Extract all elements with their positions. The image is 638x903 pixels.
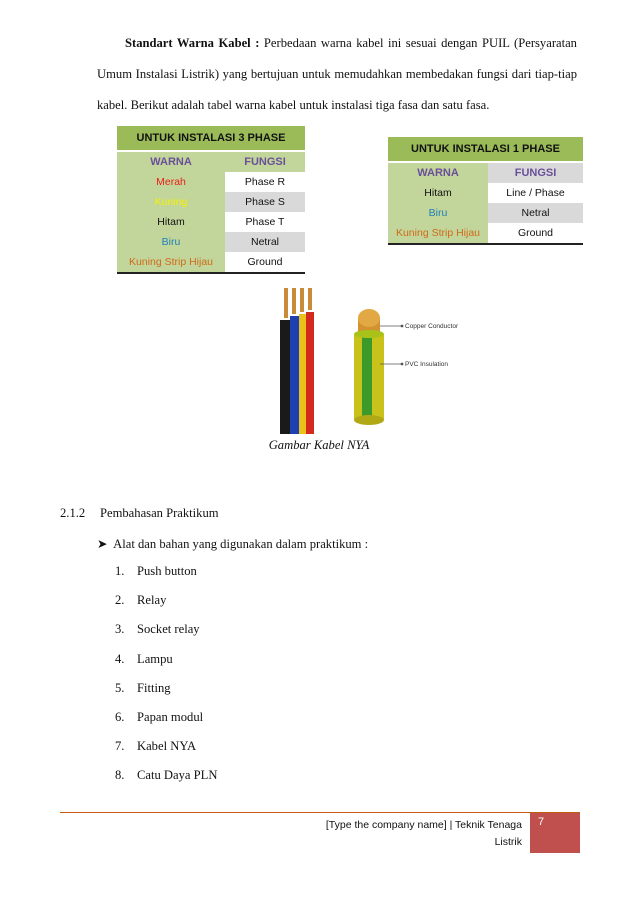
- table-1-cell-warna: Biru: [388, 203, 488, 223]
- table-3-cell-warna: Merah: [117, 172, 225, 192]
- list-item: [115, 621, 217, 650]
- table-3-cell-fungsi: Netral: [225, 232, 305, 252]
- table-1-cell-fungsi: Ground: [488, 223, 583, 244]
- list-item-text: Fitting: [137, 680, 171, 695]
- table-1-title: UNTUK INSTALASI 1 PHASE: [388, 137, 583, 162]
- table-3-cell-fungsi: Ground: [225, 252, 305, 273]
- list-item: [115, 651, 217, 680]
- intro-bold-label: Standart Warna Kabel :: [125, 36, 260, 50]
- list-item-number: 2.: [115, 593, 125, 608]
- table-3-cell-warna: Kuning: [117, 192, 225, 212]
- table-3-cell-fungsi: Phase T: [225, 212, 305, 232]
- list-item: [115, 563, 217, 592]
- table-1-col-warna: WARNA: [388, 162, 488, 183]
- table-3-col-warna: WARNA: [117, 151, 225, 172]
- table-1-phase: [388, 137, 583, 245]
- list-item-number: 4.: [115, 651, 125, 666]
- footer-line-2: Listrik: [494, 836, 522, 848]
- table-3-title: UNTUK INSTALASI 3 PHASE: [117, 126, 305, 151]
- list-item-text: Kabel NYA: [137, 739, 197, 754]
- materials-list: [115, 563, 217, 797]
- intro-paragraph: [97, 28, 577, 121]
- list-item: [115, 738, 217, 767]
- table-3-cell-warna: Hitam: [117, 212, 225, 232]
- section-title: Pembahasan Praktikum: [100, 506, 219, 520]
- list-item-number: 5.: [115, 680, 125, 695]
- list-item: [115, 767, 217, 796]
- list-item-text: Lampu: [137, 651, 173, 666]
- list-item-text: Catu Daya PLN: [137, 768, 218, 783]
- figure-caption: Gambar Kabel NYA: [268, 438, 370, 452]
- table-3-cell-warna: Kuning Strip Hijau: [117, 252, 225, 273]
- page-footer: [300, 817, 522, 851]
- list-item-text: Relay: [137, 593, 167, 608]
- list-item-number: 1.: [115, 564, 125, 578]
- list-item-number: 8.: [115, 768, 125, 783]
- section-number: 2.1.2: [60, 506, 86, 520]
- section-heading: [60, 506, 219, 521]
- table-1-cell-warna: Kuning Strip Hijau: [388, 223, 488, 244]
- table-3-cell-fungsi: Phase S: [225, 192, 305, 212]
- table-1-cell-warna: Hitam: [388, 183, 488, 203]
- list-item-text: Socket relay: [137, 622, 200, 637]
- footer-line-1: [Type the company name] | Teknik Tenaga: [325, 819, 522, 831]
- page-number-box: [530, 813, 580, 853]
- pvc-insulation-label: PVC Insulation: [405, 361, 448, 368]
- bullet-line: [97, 536, 368, 552]
- cable-cross-section-icon: [354, 309, 403, 425]
- cable-bundle-icon: [280, 288, 314, 434]
- page-number: 7: [538, 816, 545, 828]
- bullet-text: Alat dan bahan yang digunakan dalam praktikum :: [113, 537, 369, 551]
- intro-text: Perbedaan warna kabel ini sesuai dengan PUIL (Persyaratan Umum Instalasi Listrik) yang bertujuan untuk memudahkan membedakan fungsi dari tiap-tiap kabel. Berikut adalah tabel warna kabel untuk instalasi tiga fasa dan satu fasa.: [97, 36, 577, 112]
- copper-conductor-label: Copper Conductor: [405, 323, 459, 330]
- table-3-col-fungsi: FUNGSI: [225, 151, 305, 172]
- list-item: [115, 592, 217, 621]
- table-3-phase: [117, 126, 305, 274]
- table-3-cell-warna: Biru: [117, 232, 225, 252]
- nya-cable-image: [262, 284, 522, 434]
- table-1-col-fungsi: FUNGSI: [488, 162, 583, 183]
- table-1-cell-fungsi: Line / Phase: [488, 183, 583, 203]
- footer-divider: [60, 812, 580, 813]
- list-item: [115, 680, 217, 709]
- table-1-cell-fungsi: Netral: [488, 203, 583, 223]
- list-item-number: 6.: [115, 709, 125, 724]
- table-3-cell-fungsi: Phase R: [225, 172, 305, 192]
- arrow-bullet-icon: ➤: [97, 537, 108, 551]
- list-item-text: Push button: [137, 564, 197, 578]
- list-item: [115, 709, 217, 738]
- list-item-number: 7.: [115, 739, 125, 754]
- list-item-text: Papan modul: [137, 709, 204, 724]
- list-item-number: 3.: [115, 622, 125, 637]
